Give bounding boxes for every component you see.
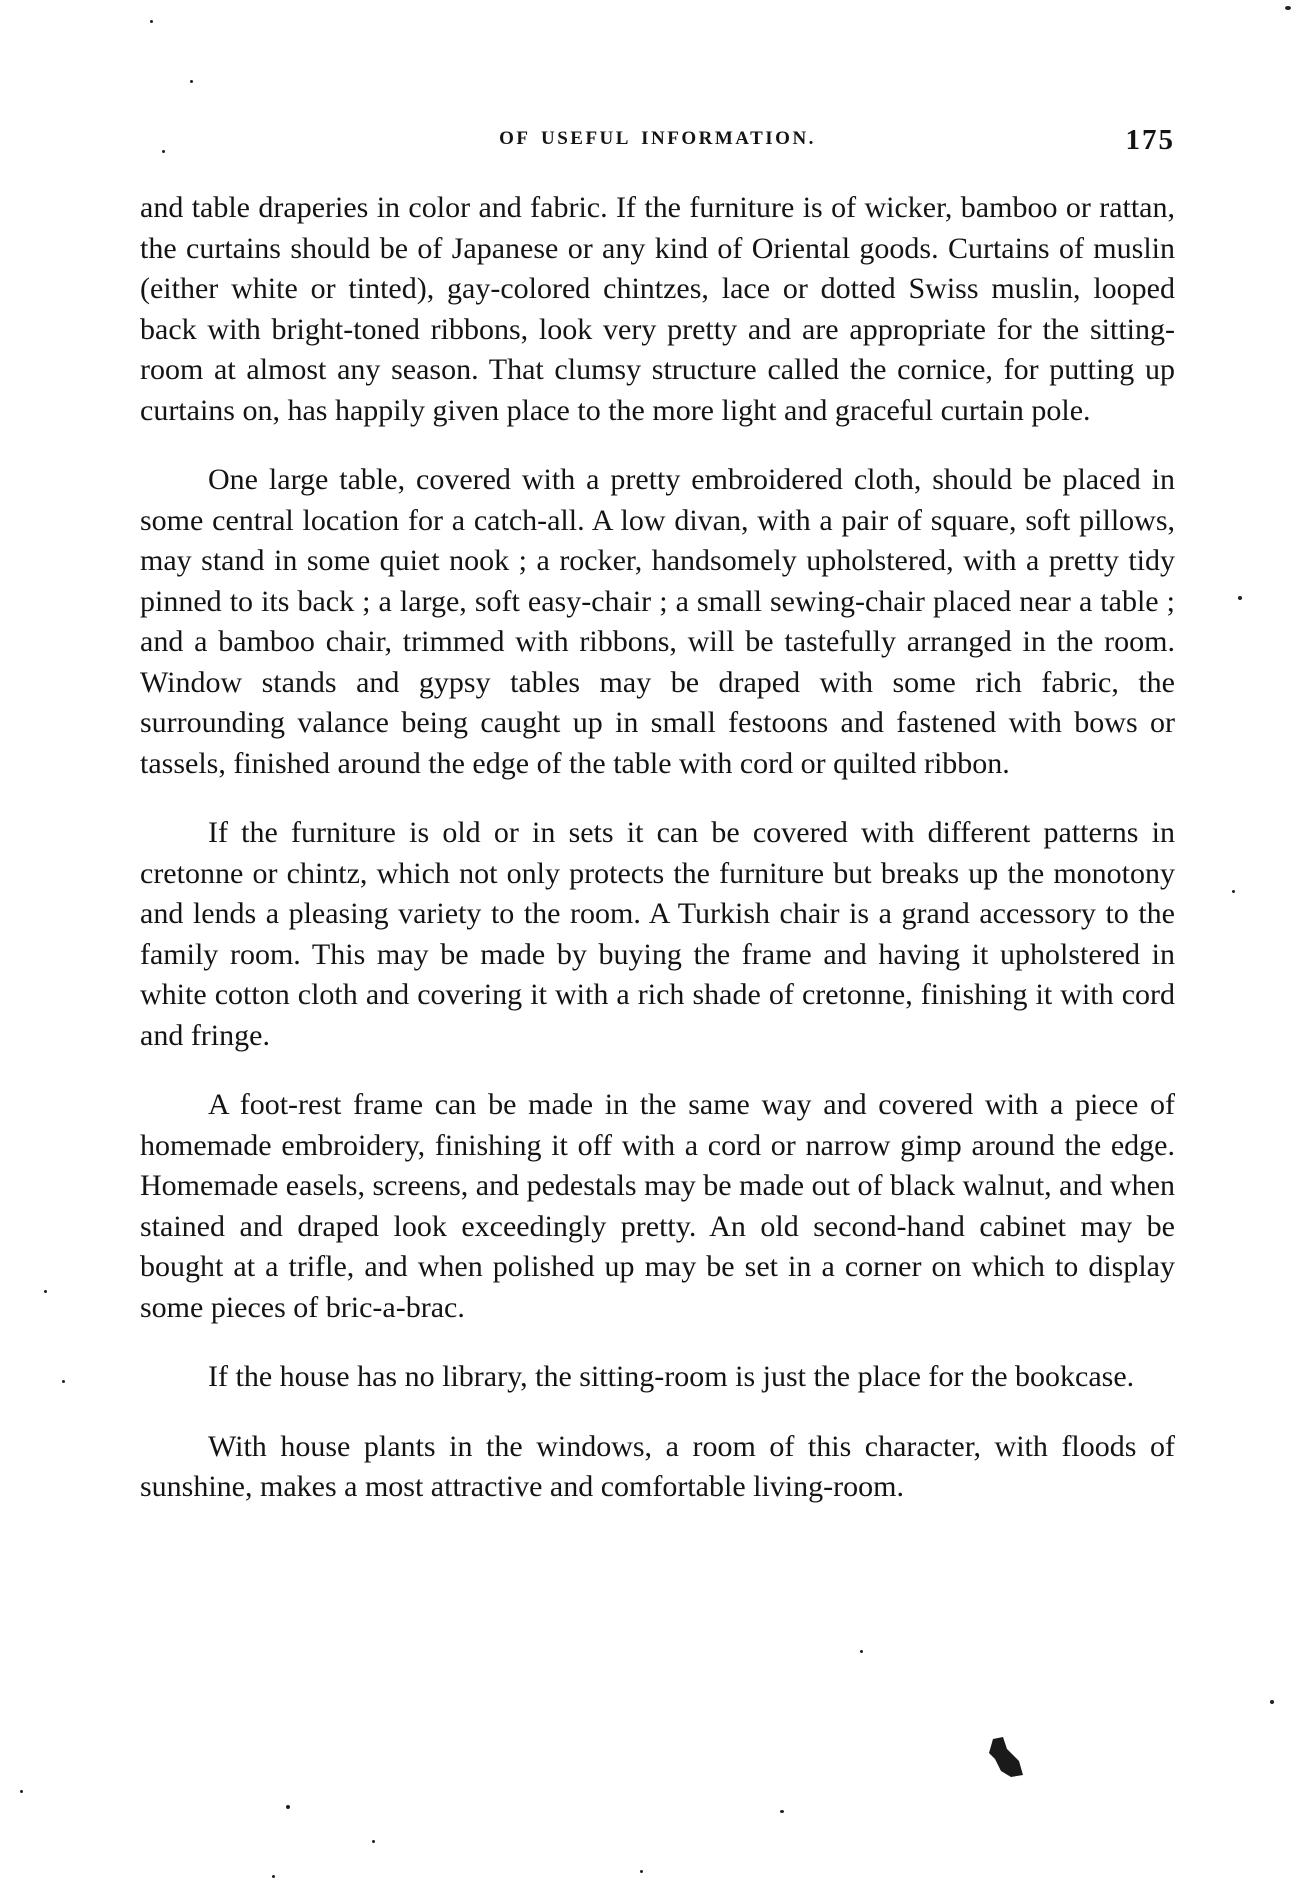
scan-speck <box>190 80 193 83</box>
page-number: 175 <box>1125 124 1175 156</box>
scan-speck <box>20 1790 23 1793</box>
body-text <box>140 188 1175 1537</box>
paragraph-2: One large table, covered with a pretty embroidered cloth, should be placed in some central location for a catch-all. A low divan, with a pair of square, soft pillows, may stand in some quiet nook ; a rocker, handsomely upholstered, with a pretty tidy pinned to its back ; a large, soft easy-chair ; a small sewing-chair placed near a table ; and a bamboo chair, trimmed with ribbons, will be tastefully arranged in the room. Window stands and gypsy tables may be draped with some rich fabric, the surrounding valance being caught up in small festoons and fastened with bows or tassels, finished around the edge of the table with cord or quilted ribbon. <box>140 463 1175 780</box>
scan-speck <box>1232 890 1235 893</box>
scan-speck <box>780 1810 784 1813</box>
ink-blot <box>985 1735 1025 1780</box>
scan-speck <box>286 1805 290 1809</box>
paragraph-5: If the house has no library, the sitting-room is just the place for the bookcase. <box>208 1360 1135 1393</box>
paragraph-1: and table draperies in color and fabric. If the furniture is of wicker, bamboo or rattan, the curtains should be of Japanese or any kind of Oriental goods. Curtains of muslin (either white or tinted), gay-colored chintzes, lace or dotted Swiss muslin, looped back with bright-toned ribbons, look very pretty and are appropriate for the sitting-room at almost any season. That clumsy structure called the cornice, for putting up curtains on, has happily given place to the more light and graceful curtain pole. <box>140 191 1175 427</box>
scan-speck <box>372 1840 375 1843</box>
scan-speck <box>62 1380 65 1383</box>
scan-speck <box>162 150 165 153</box>
scan-speck <box>1238 596 1242 600</box>
paragraph-3: If the furniture is old or in sets it can be covered with different patterns in cretonne or chintz, which not only protects the furniture but breaks up the monotony and lends a pleasing variety to the room. A Turkish chair is a grand accessory to the family room. This may be made by buying the frame and having it upholstered in white cotton cloth and covering it with a rich shade of cretonne, finishing it with cord and fringe. <box>140 816 1175 1052</box>
scan-speck <box>44 1290 47 1293</box>
scan-speck <box>150 20 153 23</box>
scan-speck <box>1285 6 1291 10</box>
scan-speck <box>640 1870 643 1873</box>
scan-speck <box>1270 1700 1274 1704</box>
scan-speck <box>272 1875 275 1878</box>
paragraph-6: With house plants in the windows, a room of this character, with floods of sunshine, makes a most attractive and comfortable living-room. <box>140 1429 1175 1503</box>
scan-speck <box>860 1650 863 1653</box>
running-title: OF USEFUL INFORMATION. <box>499 128 816 149</box>
running-head <box>140 124 1175 164</box>
paragraph-4: A foot-rest frame can be made in the same way and covered with a piece of homemade embroidery, finishing it off with a cord or narrow gimp around the edge. Homemade easels, screens, and pedestals may be made out of black walnut, and when stained and draped look exceedingly pretty. An old second-hand cabinet may be bought at a trifle, and when polished up may be set in a corner on which to display some pieces of bric-a-brac. <box>140 1088 1175 1324</box>
